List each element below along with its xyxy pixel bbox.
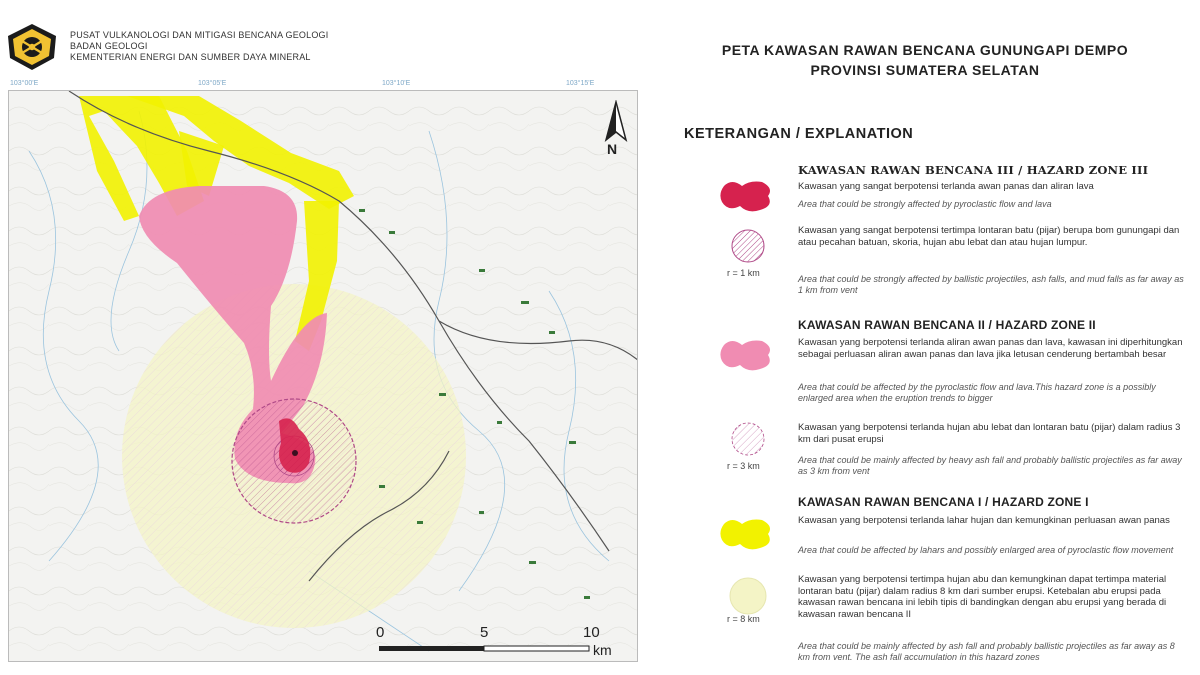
zone1-flow-swatch: [718, 516, 776, 552]
organization-block: [70, 30, 328, 63]
zone3-flow-description-en: Area that could be strongly affected by pyroclastic flow and lava: [798, 199, 1052, 209]
zone1-radius-label: r = 8 km: [727, 614, 760, 624]
title-line-2: PROVINSI SUMATERA SELATAN: [810, 62, 1040, 78]
org-line-1: PUSAT VULKANOLOGI DAN MITIGASI BENCANA GEOLOGI: [70, 30, 329, 40]
scale-bar: [379, 646, 589, 651]
zone3-flow-swatch: [718, 178, 776, 214]
hazard-map[interactable]: [8, 90, 638, 662]
scale-label-mid: 5: [480, 624, 489, 641]
zone3-radius-label: r = 1 km: [727, 268, 760, 278]
zone3-ash-swatch: [730, 228, 766, 264]
zone2-ash-description: Kawasan yang berpotensi terlanda hujan abu lebat dan lontaran batu (pijar) dalam radius 3 km dari pusat erupsi: [798, 422, 1181, 445]
title-line-1: PETA KAWASAN RAWAN BENCANA GUNUNGAPI DEMPO: [721, 42, 1129, 58]
map-header: [0, 0, 640, 78]
crater-marker: [292, 450, 298, 456]
coord-label-top: 103°10'E: [382, 80, 411, 87]
zone1-flow-description-en: Area that could be affected by lahars and possibly enlarged area of pyroclastic flow movement: [798, 545, 1174, 555]
zone1-ash-description: Kawasan yang berpotensi tertimpa hujan abu dan kemungkinan dapat tertimpa material lontaran batu (pijar) dalam radius 8 km dari sumber erupsi. Ketebalan abu erupsi pada kawasan rawan bencana ini lebih tipis di bandingkan dengan abu erupsi yang berada di kawasan rawan bencana II: [798, 574, 1167, 620]
zone3-flow-description: Kawasan yang sangat berpotensi terlanda awan panas dan aliran lava: [798, 181, 1094, 192]
coord-label-top: 103°05'E: [198, 80, 227, 87]
ministry-logo: [4, 22, 60, 72]
map-title: [660, 40, 1190, 80]
north-label: N: [607, 141, 618, 157]
zone1-heading: KAWASAN RAWAN BENCANA I / HAZARD ZONE I: [798, 495, 1089, 509]
legend-heading: KETERANGAN / EXPLANATION: [684, 126, 914, 142]
scale-unit: km: [593, 642, 612, 658]
org-line-3: KEMENTERIAN ENERGI DAN SUMBER DAYA MINERAL: [70, 52, 311, 62]
zone2-radius-label: r = 3 km: [727, 461, 760, 471]
zone1-flow-description: Kawasan yang berpotensi terlanda lahar hujan dan kemungkinan perluasan awan panas: [798, 515, 1170, 526]
map-canvas: [9, 91, 638, 662]
scale-label-zero: 0: [376, 624, 385, 641]
zone1-ash-swatch: [728, 576, 768, 616]
org-line-2: BADAN GEOLOGI: [70, 41, 148, 51]
zone2-flow-description: Kawasan yang berpotensi terlanda aliran awan panas dan lava, kawasan ini diperhitungkan sebagai perluasan aliran awan panas dan lava jika letusan cenderung bertambah besar: [798, 337, 1183, 360]
zone2-heading: KAWASAN RAWAN BENCANA II / HAZARD ZONE II: [798, 318, 1096, 332]
zone2-flow-description-en: Area that could be affected by the pyroclastic flow and lava.This hazard zone is a possibly enlarged area when the eruption trends to bigger: [798, 382, 1156, 403]
zone3-ash-description-en: Area that could be strongly affected by ballistic projectiles, ash falls, and mud falls as far away as 1 km from vent: [798, 274, 1184, 295]
zone3-heading: KAWASAN RAWAN BENCANA III / HAZARD ZONE III: [798, 163, 1149, 177]
zone3-ash-description: Kawasan yang sangat berpotensi tertimpa lontaran batu (pijar) berupa bom gunungapi dan atau pecahan batuan, skoria, hujan abu lebat dan atau hujan lumpur.: [798, 225, 1180, 248]
zone2-ash-swatch: [730, 421, 766, 457]
coord-label-top: 103°15'E: [566, 80, 595, 87]
coord-label-top: 103°00'E: [10, 80, 39, 87]
zone2-flow-swatch: [718, 337, 776, 373]
zone1-ash-description-en: Area that could be mainly affected by ash fall and probably ballistic projectiles as far away as 8 km from vent. The ash fall accumulation in this hazard zones: [798, 641, 1175, 662]
zone2-ash-description-en: Area that could be mainly affected by heavy ash fall and probably ballistic projectiles as far away as 3 km from vent: [798, 455, 1182, 476]
scale-label-end: 10: [583, 624, 600, 641]
